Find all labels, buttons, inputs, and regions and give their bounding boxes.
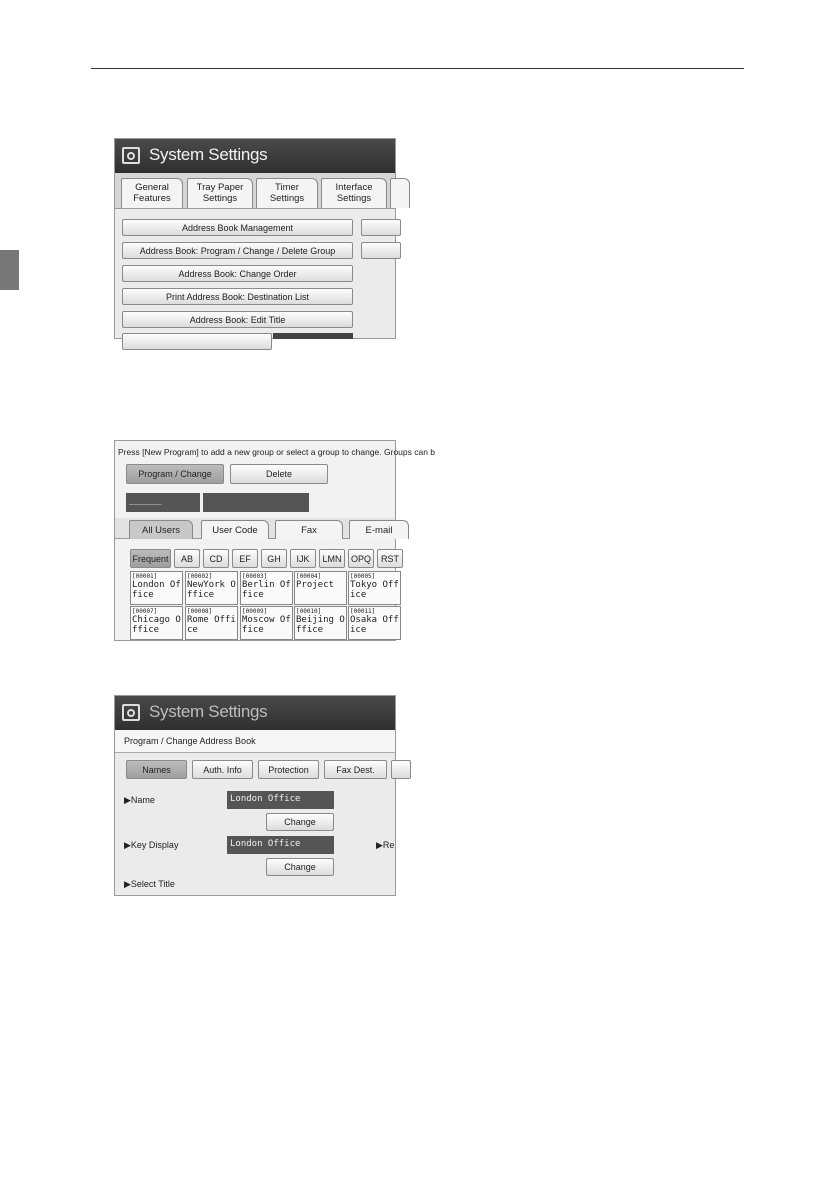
program-change-button[interactable]: Program / Change — [126, 464, 224, 484]
tab-timer-settings[interactable]: Timer Settings — [256, 178, 318, 208]
destination-entry[interactable]: [00008] Rome Office — [185, 606, 238, 640]
print-destination-list-button[interactable]: Print Address Book: Destination List — [122, 288, 353, 305]
tab-all-users[interactable]: All Users — [129, 520, 193, 539]
title-bar — [115, 139, 395, 173]
group-name-field — [203, 493, 309, 512]
index-key-lmn[interactable]: LMN — [319, 549, 345, 568]
partial-button-bottom[interactable] — [122, 333, 272, 350]
name-field: London Office — [227, 791, 334, 809]
destination-entry[interactable]: [00001] London Office — [130, 571, 183, 605]
right-column-button-1[interactable] — [361, 219, 401, 236]
settings-tab-row — [115, 173, 395, 209]
right-column-button-2[interactable] — [361, 242, 401, 259]
title-bar — [115, 696, 395, 730]
protection-tab-button[interactable]: Protection — [258, 760, 319, 779]
tab-email[interactable]: E-mail — [349, 520, 409, 539]
fax-dest-tab-button[interactable]: Fax Dest. — [324, 760, 387, 779]
delete-button[interactable]: Delete — [230, 464, 328, 484]
group-selection-screen — [114, 440, 436, 641]
destination-type-tabs — [115, 518, 395, 539]
next-tab-button[interactable] — [391, 760, 411, 779]
destination-entry[interactable]: [00011] Osaka Office — [348, 606, 401, 640]
group-number-field: ______ — [126, 493, 200, 512]
system-settings-icon — [122, 147, 140, 164]
edit-title-button[interactable]: Address Book: Edit Title — [122, 311, 353, 328]
index-key-cd[interactable]: CD — [203, 549, 229, 568]
index-key-frequent[interactable]: Frequent — [130, 549, 171, 568]
tab-tray-paper-settings[interactable]: Tray Paper Settings — [187, 178, 253, 208]
screen-header: Program / Change Address Book — [124, 736, 256, 746]
key-display-field: London Office — [227, 836, 334, 854]
change-key-display-button[interactable]: Change — [266, 858, 334, 876]
screen-title: System Settings — [149, 145, 268, 164]
program-change-delete-group-button[interactable]: Address Book: Program / Change / Delete Group — [122, 242, 353, 259]
change-name-button[interactable]: Change — [266, 813, 334, 831]
name-label: ▶Name — [124, 795, 155, 805]
instruction-message: Press [New Program] to add a new group or select a group to change. Groups can b — [118, 447, 436, 457]
index-key-rst[interactable]: RST — [377, 549, 403, 568]
destination-entry[interactable]: [00002] NewYork Office — [185, 571, 238, 605]
index-key-ab[interactable]: AB — [174, 549, 200, 568]
select-title-label: ▶Select Title — [124, 879, 175, 889]
destination-entry[interactable]: [00003] Berlin Office — [240, 571, 293, 605]
names-tab-button[interactable]: Names — [126, 760, 187, 779]
index-key-ef[interactable]: EF — [232, 549, 258, 568]
header-rule — [91, 68, 744, 69]
tab-general-features[interactable]: General Features — [121, 178, 183, 208]
system-settings-screen — [114, 138, 396, 339]
tab-interface-settings[interactable]: Interface Settings — [321, 178, 387, 208]
destination-entry[interactable]: [00009] Moscow Office — [240, 606, 293, 640]
cut-off-label: ▶Re — [376, 840, 395, 850]
index-key-ijk[interactable]: IJK — [290, 549, 316, 568]
screen-header-bar — [115, 730, 395, 753]
index-key-gh[interactable]: GH — [261, 549, 287, 568]
destination-entry[interactable]: [00010] Beijing Office — [294, 606, 347, 640]
tab-fax[interactable]: Fax — [275, 520, 343, 539]
auth-info-tab-button[interactable]: Auth. Info — [192, 760, 253, 779]
partial-dark-bar — [273, 333, 353, 339]
program-change-address-book-screen — [114, 695, 396, 896]
tab-next[interactable] — [390, 178, 410, 208]
key-display-label: ▶Key Display — [124, 840, 179, 850]
screen-title: System Settings — [149, 702, 268, 721]
chapter-tab — [0, 250, 19, 290]
index-key-opq[interactable]: OPQ — [348, 549, 374, 568]
destination-entry[interactable]: [00004] Project — [294, 571, 347, 605]
destination-entry[interactable]: [00007] Chicago Office — [130, 606, 183, 640]
change-order-button[interactable]: Address Book: Change Order — [122, 265, 353, 282]
destination-entry[interactable]: [00005] Tokyo Office — [348, 571, 401, 605]
tab-user-code[interactable]: User Code — [201, 520, 269, 539]
address-book-management-button[interactable]: Address Book Management — [122, 219, 353, 236]
system-settings-icon — [122, 704, 140, 721]
